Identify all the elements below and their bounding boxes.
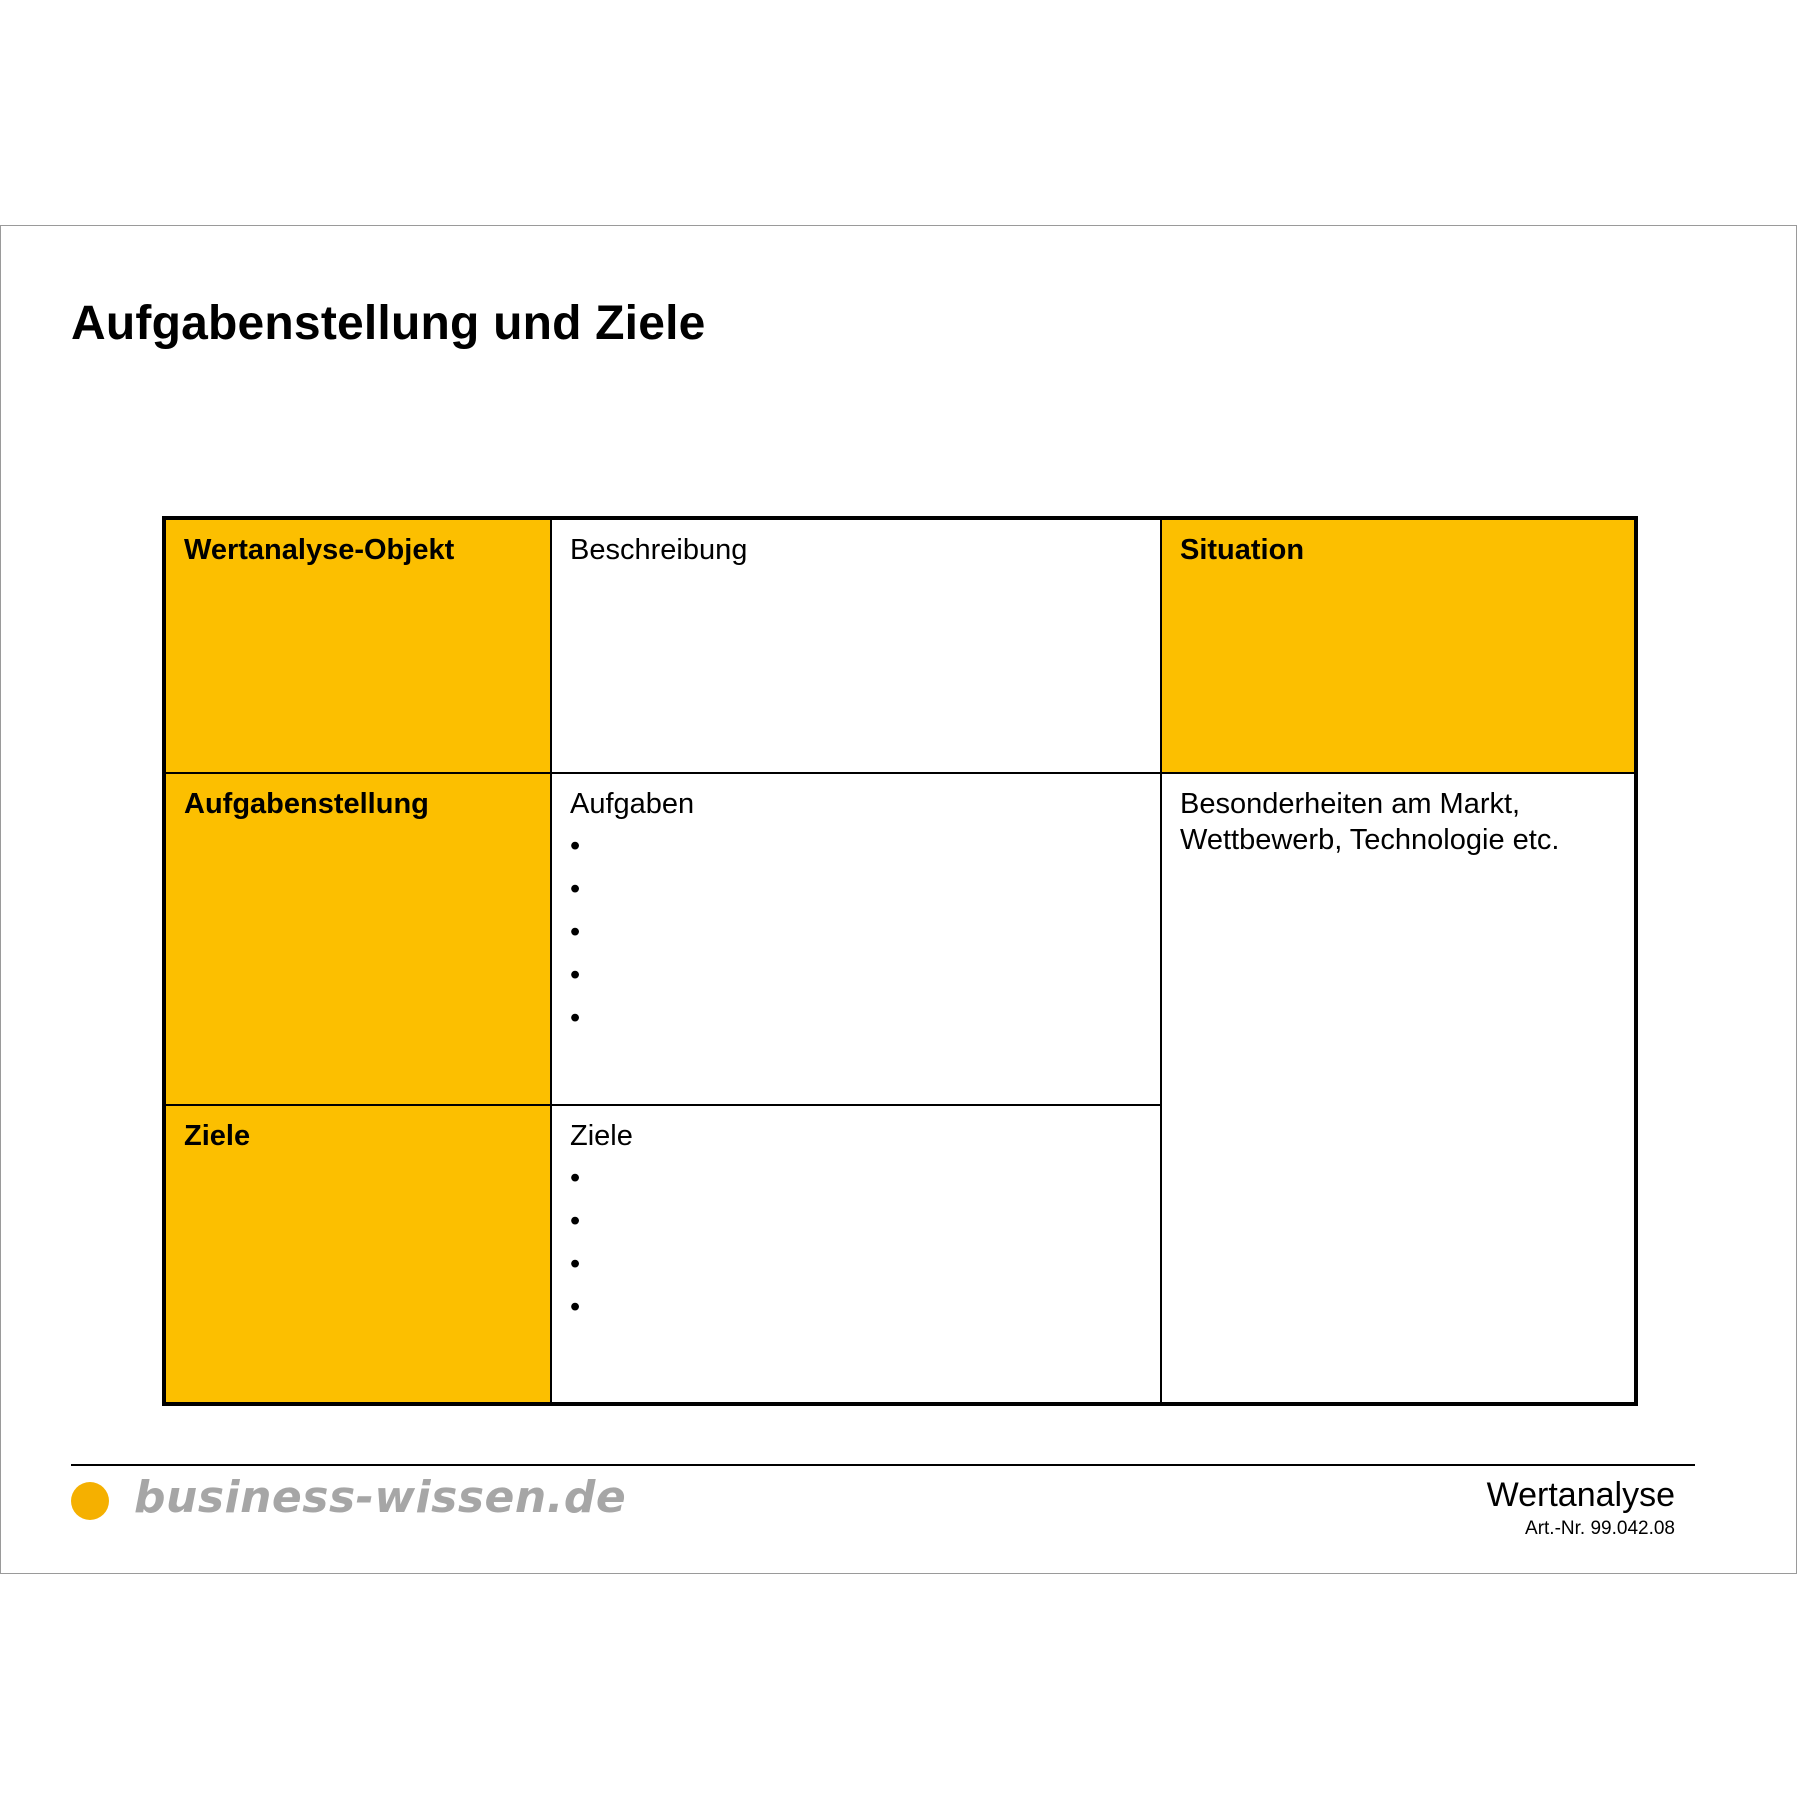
bullet-item — [570, 1000, 1142, 1043]
cell-wertanalyse-objekt-label — [166, 520, 550, 772]
bullet-item — [570, 1246, 1142, 1289]
bullet-item — [570, 828, 1142, 871]
cell-situation-details — [1162, 774, 1634, 1402]
bullet-item — [570, 914, 1142, 957]
row-label-aufgabenstellung: Aufgabenstellung — [184, 788, 429, 820]
bullet-item — [570, 957, 1142, 1000]
situation-label: Situation — [1180, 534, 1305, 566]
ziele-bullet-list — [570, 1160, 1142, 1332]
brand-logo: business-wissen.de — [134, 1472, 627, 1523]
divider-horizontal-1 — [166, 772, 1634, 774]
row-label-ziele: Ziele — [184, 1120, 251, 1152]
bullet-item — [570, 1289, 1142, 1332]
cell-ziele — [552, 1106, 1160, 1402]
ziele-label: Ziele — [570, 1120, 633, 1152]
logo-dot-icon — [71, 1482, 109, 1520]
cell-situation-header — [1162, 520, 1634, 772]
divider-vertical-1 — [550, 520, 552, 1402]
beschreibung-label: Beschreibung — [570, 534, 748, 566]
page-title: Aufgabenstellung und Ziele — [71, 297, 706, 350]
cell-aufgaben — [552, 774, 1160, 1104]
bullet-item — [570, 1203, 1142, 1246]
aufgaben-bullet-list — [570, 828, 1142, 1043]
analysis-table — [162, 516, 1638, 1406]
cell-aufgabenstellung-label — [166, 774, 550, 1104]
bullet-item — [570, 1160, 1142, 1203]
bullet-item — [570, 871, 1142, 914]
row-label-wertanalyse-objekt: Wertanalyse-Objekt — [184, 534, 455, 566]
cell-ziele-label — [166, 1106, 550, 1402]
aufgaben-label: Aufgaben — [570, 788, 695, 820]
footer-document-title: Wertanalyse — [1486, 1476, 1675, 1514]
footer-article-number: Art.-Nr. 99.042.08 — [1525, 1518, 1675, 1539]
divider-vertical-2 — [1160, 520, 1162, 1402]
footer-divider — [71, 1464, 1695, 1466]
cell-beschreibung — [552, 520, 1160, 772]
situation-detail-line2: Wettbewerb, Technologie etc. — [1180, 824, 1560, 856]
divider-horizontal-2 — [166, 1104, 1162, 1106]
slide-page — [0, 225, 1797, 1574]
situation-detail-line1: Besonderheiten am Markt, — [1180, 788, 1521, 820]
